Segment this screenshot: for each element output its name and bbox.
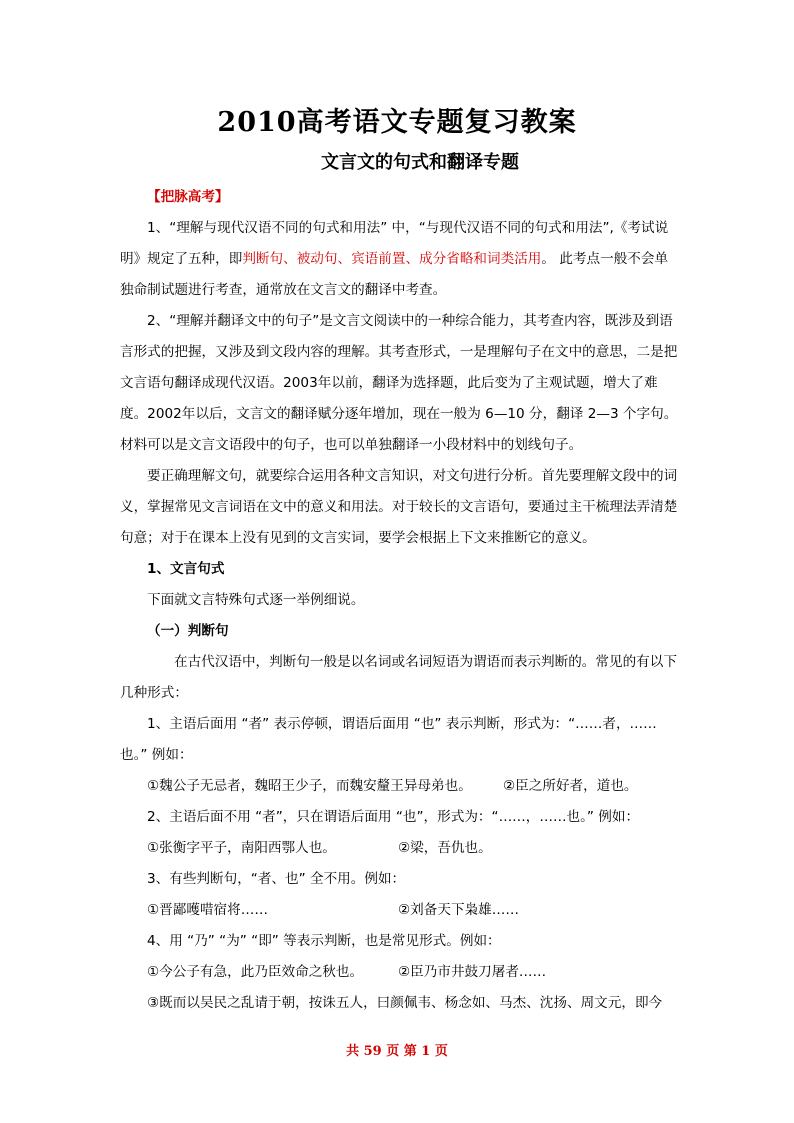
example-row-4 — [120, 957, 678, 988]
paragraph-1-text-b: 。 此考点一般不会单独命制试题进行考查，通常放在文言文的翻译中考查。 — [120, 251, 669, 298]
example-row-1 — [120, 771, 678, 802]
example-4a: ①今公子有急，此乃臣效命之秋也。 — [147, 964, 364, 980]
document-title: 2010高考语文专题复习教案 — [217, 107, 577, 138]
example-2b: ②梁，吾仇也。 — [398, 840, 492, 856]
example-2a: ①张衡字平子，南阳西鄂人也。 — [147, 840, 336, 856]
example-4b: ②臣乃市井鼓刀屠者…… — [398, 964, 547, 980]
paragraph-2: 2、“理解并翻译文中的句子”是文言文阅读中的一种综合能力，其考查内容，既涉及到语言形式的把握，又涉及到文段内容的理解。其考查形式，一是理解句子在文中的意思，二是把文言语句翻译成现代汉语。2003年以前，翻译为选择题，此后变为了主观试题，增大了难度。2002年以后，文言文的翻译赋分逐年增加，现在一般为 6—10 分，翻译 2—3 个字句。材料可以是文言文语段中的句子，也可以单独翻译一小段材料中的划线句子。 — [120, 313, 678, 453]
document-body — [120, 182, 678, 1019]
heading-wenyan-sentences: 1、文言句式 — [147, 561, 225, 577]
page-footer: 共 59 页 第 1 页 — [346, 1044, 448, 1059]
highlighted-sentence-types: 判断句、被动句、宾语前置、成分省略和词类活用 — [242, 251, 542, 267]
rule-3: 3、有些判断句，“者、也” 全不用。例如： — [147, 871, 406, 887]
heading-judgment-sentence: （一）判断句 — [147, 623, 229, 639]
example-1a: ①魏公子无忌者，魏昭王少子，而魏安釐王异母弟也。 — [147, 778, 472, 794]
rule-1: 1、主语后面用 “者” 表示停顿，谓语后面用 “也” 表示判断，形式为：“……者，……也。” 例如： — [120, 716, 657, 763]
example-1b: ②臣之所好者，道也。 — [503, 778, 638, 794]
example-row-3 — [120, 895, 678, 926]
document-subtitle: 文言文的句式和翻译专题 — [321, 152, 519, 173]
rule-2: 2、主语后面不用 “者”，只在谓语后面用 “也”，形式为：“……，……也。” 例如： — [147, 809, 640, 825]
paragraph-1-text-a: 1、“理解与现代汉语不同的句式和用法” 中，“与现代汉语不同的句式和用法”,《考试说明》规定了五种，即 — [120, 220, 669, 267]
paragraph-4: 下面就文言特殊句式逐一举例细说。 — [147, 592, 365, 608]
paragraph-1 — [120, 213, 678, 306]
example-3b: ②刘备天下枭雄…… — [398, 902, 519, 918]
rule-4: 4、用 “乃” “为” “即” 等表示判断，也是常见形式。例如： — [147, 933, 501, 949]
example-3a: ①晋鄙嚄唶宿将…… — [147, 902, 268, 918]
section-label: 【把脉高考】 — [147, 189, 229, 205]
paragraph-3: 要正确理解文句，就要综合运用各种文言知识，对文句进行分析。首先要理解文段中的词义，掌握常见文言词语在文中的意义和用法。对于较长的文言语句，要通过主干梳理法弄清楚句意；对于在课本上没有见到的文言实词，要学会根据上下文来推断它的意义。 — [120, 468, 678, 546]
paragraph-5: 在古代汉语中，判断句一般是以名词或名词短语为谓语而表示判断的。常见的有以下几种形式： — [120, 654, 677, 701]
example-row-2 — [120, 833, 678, 864]
example-4c: ③既而以吴民之乱请于朝，按诛五人，曰颜佩韦、杨念如、马杰、沈扬、周文元，即今 — [147, 995, 663, 1011]
